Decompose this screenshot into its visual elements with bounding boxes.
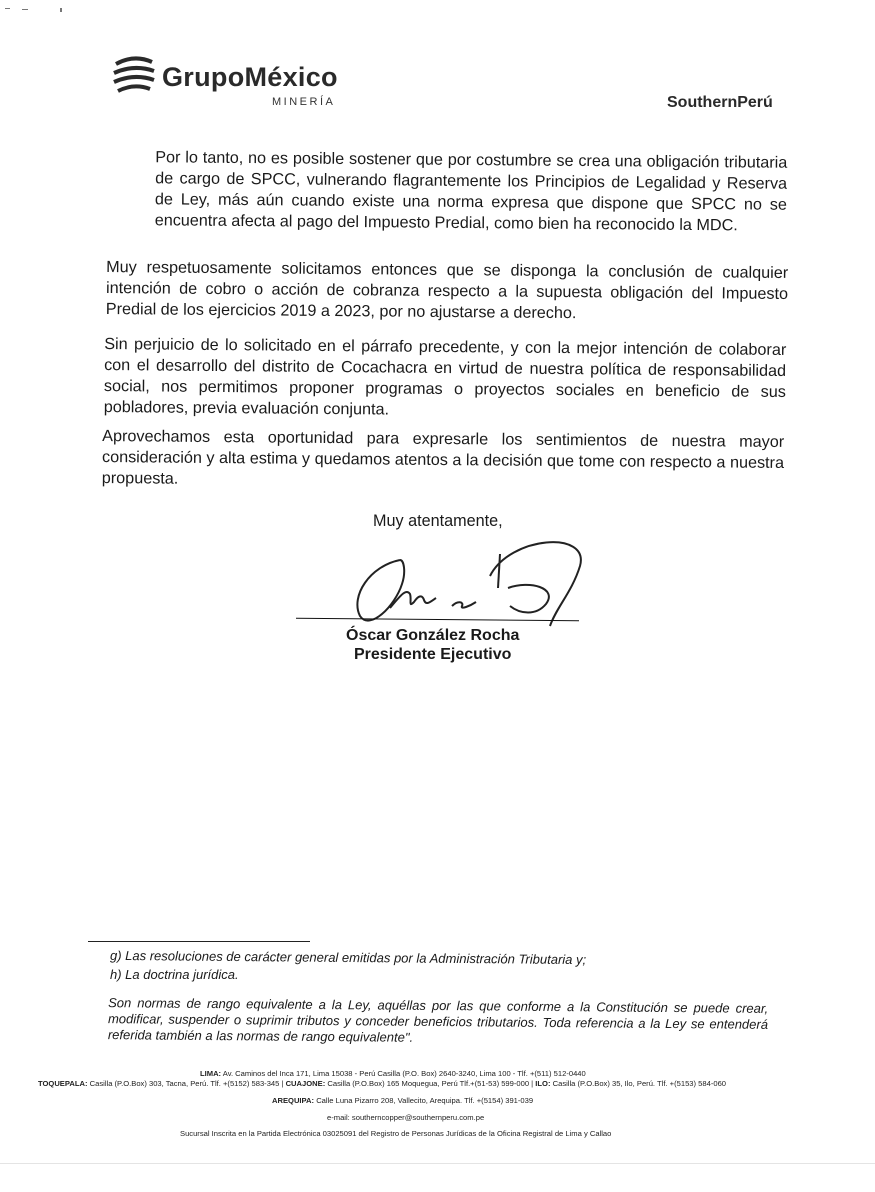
closing-salutation: Muy atentamente, — [373, 512, 503, 530]
footer-cuajone-label: CUAJONE: — [285, 1079, 326, 1088]
footer-email-label: e-mail: — [327, 1113, 350, 1122]
signer-name: Óscar González Rocha — [346, 627, 520, 644]
footer-toquepala-text: Casilla (P.O.Box) 303, Tacna, Perú. Tlf. +(5152) 583-345 | — [89, 1079, 284, 1088]
scan-edge-line — [0, 1163, 875, 1164]
grupo-mexico-logo — [112, 54, 156, 103]
signer-title: Presidente Ejecutivo — [354, 646, 512, 663]
footer-offices-line — [38, 1079, 726, 1088]
footer-lima-text: Av. Caminos del Inca 171, Lima 15038 - Perú Casilla (P.O. Box) 2640-3240, Lima 100 - Tlf. +(511) 512-0440 — [222, 1069, 586, 1078]
footer-ilo-label: ILO: — [535, 1079, 551, 1088]
scan-speck — [5, 8, 10, 9]
logo-wordmark: GrupoMéxico — [162, 62, 338, 92]
body-paragraph-2: Muy respetuosamente solicitamos entonces que se disponga la conclusión de cualquier intención de cobro o acción de cobranza respecto a la supuesta obligación del Impuesto Predial de los ejercicios 2019 a 2023, por no ajustarse a derecho. — [105, 258, 789, 323]
footnote-item-g: g) Las resoluciones de carácter general emitidas por la Administración Tributaria y; — [109, 947, 587, 968]
footer-ilo-text: Casilla (P.O.Box) 35, Ilo, Perú. Tlf. +(5153) 584-060 — [552, 1079, 727, 1088]
footer-arequipa-line — [272, 1096, 533, 1105]
body-paragraph-3: Sin perjuicio de lo solicitado en el párrafo precedente, y con la mejor intención de colaborar con el desarrollo del distrito de Cocachacra en virtud de nuestra política de responsabilidad social, nos permitimos proponer programas o proyectos sociales en beneficio de sus pobladores, previa evaluación conjunta. — [103, 335, 787, 419]
footer-email-link[interactable]: southerncopper@southernperu.com.pe — [351, 1113, 485, 1122]
scan-speck — [60, 8, 62, 12]
footer-cuajone-text: Casilla (P.O.Box) 165 Moquegua, Perú Tlf.+(51-53) 599-000 | — [327, 1079, 534, 1088]
southern-peru-brand: SouthernPerú — [667, 94, 773, 111]
footnote-item-h: h) La doctrina jurídica. — [110, 967, 239, 982]
footer-lima-label: LIMA: — [200, 1069, 222, 1078]
footer-toquepala-label: TOQUEPALA: — [38, 1079, 88, 1088]
footer-registry-line: Sucursal Inscrita en la Partida Electrónica 03025091 del Registro de Personas Jurídicas de la Oficina Registral de Lima y Callao — [180, 1129, 612, 1138]
footer-email-line — [327, 1113, 484, 1122]
footnote-separator — [88, 941, 310, 942]
footnote-closing-text: Son normas de rango equivalente a la Ley, aquéllas por las que conforme a la Constitución se puede crear, modificar, suspender o suprimir tributos y conceder beneficios tributarios. Toda referencia a la Ley se entenderá referida también a las normas de rango equivalente". — [107, 995, 769, 1045]
footer-lima-line — [200, 1069, 586, 1078]
body-paragraph-1: Por lo tanto, no es posible sostener que por costumbre se crea una obligación tributaria de cargo de SPCC, vulnerando flagrantemente los Principios de Legalidad y Reserva de Ley, más aún cuando existe una norma expresa que dispone que SPCC no se encuentra afecta al pago del Impuesto Predial, como bien ha reconocido la MDC. — [154, 148, 788, 235]
footer-arequipa-text: Calle Luna Pizarro 208, Vallecito, Arequipa. Tlf. +(5154) 391-039 — [316, 1096, 534, 1105]
grupo-mexico-emblem-icon — [112, 54, 156, 98]
footer-arequipa-label: AREQUIPA: — [272, 1096, 315, 1105]
logo-subtitle: MINERÍA — [272, 96, 336, 108]
body-paragraph-4: Aprovechamos esta oportunidad para expresarle los sentimientos de nuestra mayor consideración y alta estima y quedamos atentos a la decisión que tome con respecto a nuestra propuesta. — [101, 427, 785, 488]
scan-speck — [22, 9, 28, 10]
handwritten-signature — [340, 536, 600, 637]
